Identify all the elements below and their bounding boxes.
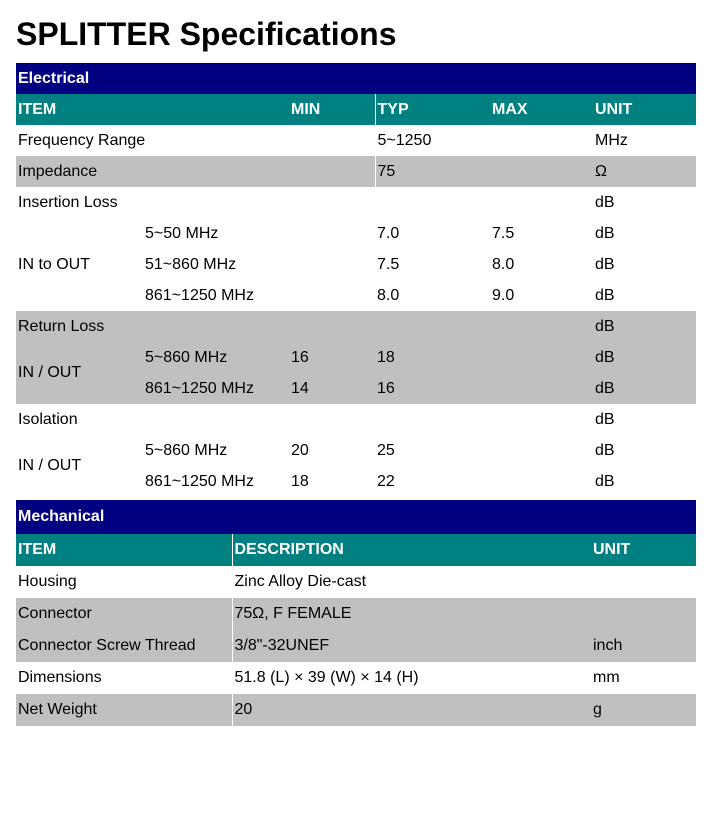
table-row	[16, 566, 696, 598]
table-row	[16, 662, 696, 694]
unit-cell: dB	[595, 224, 615, 242]
item-cell: Connector Screw Thread	[16, 630, 232, 662]
table-row	[16, 311, 696, 342]
item-cell: Isolation	[18, 410, 78, 428]
table-row	[16, 435, 696, 466]
header-unit: UNIT	[593, 94, 696, 125]
header-typ: TYP	[375, 94, 490, 125]
typ-cell: 16	[375, 373, 490, 404]
typ-cell: 7.5	[377, 255, 400, 273]
description-cell: 51.8 (L) × 39 (W) × 14 (H)	[232, 662, 591, 694]
unit-cell: dB	[593, 311, 696, 342]
unit-cell: dB	[595, 441, 615, 459]
group-label: IN / OUT	[16, 342, 145, 404]
item-cell: Dimensions	[18, 669, 102, 686]
range-cell: 5~860 MHz	[145, 342, 289, 373]
min-cell: 18	[291, 472, 309, 490]
range-cell: 861~1250 MHz	[145, 373, 289, 404]
range-cell: 5~860 MHz	[145, 441, 228, 459]
min-cell: 20	[291, 441, 309, 459]
page-title: SPLITTER Specifications	[16, 16, 397, 52]
max-cell: 9.0	[492, 286, 515, 304]
table-row	[16, 630, 696, 662]
range-cell: 861~1250 MHz	[145, 286, 254, 304]
table-row	[16, 598, 696, 630]
typ-cell: 25	[377, 441, 395, 459]
table-row	[16, 342, 696, 373]
electrical-table	[16, 63, 696, 497]
range-cell: 861~1250 MHz	[145, 472, 254, 490]
typ-cell: 8.0	[377, 286, 400, 304]
max-cell	[490, 342, 593, 373]
item-cell: Insertion Loss	[18, 193, 118, 211]
item-cell: Impedance	[16, 156, 375, 187]
max-cell	[490, 435, 593, 466]
typ-cell: 22	[377, 472, 395, 490]
range-cell: 5~50 MHz	[145, 224, 219, 242]
item-cell: Return Loss	[16, 311, 593, 342]
unit-cell: dB	[595, 472, 615, 490]
unit-cell: dB	[595, 410, 615, 428]
group-label: IN to OUT	[18, 255, 91, 273]
table-row	[16, 404, 696, 435]
header-item: ITEM	[16, 534, 232, 566]
table-row	[16, 125, 696, 156]
header-max: MAX	[490, 94, 593, 125]
range-cell: 51~860 MHz	[145, 255, 237, 273]
item-cell: Net Weight	[16, 694, 232, 726]
section-label: Electrical	[16, 63, 696, 94]
unit-cell: dB	[595, 255, 615, 273]
item-cell: Connector	[16, 598, 232, 630]
electrical-header-row	[16, 94, 696, 125]
unit-cell: dB	[595, 193, 615, 211]
section-label: Mechanical	[16, 500, 696, 534]
unit-cell: g	[591, 694, 696, 726]
table-row	[16, 156, 696, 187]
min-cell	[289, 280, 375, 311]
group-label: IN / OUT	[18, 457, 82, 474]
header-unit: UNIT	[591, 534, 696, 566]
header-min: MIN	[289, 94, 375, 125]
mechanical-section-row	[16, 500, 696, 534]
min-cell: 14	[289, 373, 375, 404]
unit-cell: dB	[595, 286, 615, 304]
min-cell	[289, 218, 375, 249]
unit-cell	[591, 566, 696, 598]
unit-cell: dB	[593, 373, 696, 404]
max-cell	[490, 373, 593, 404]
max-cell: 8.0	[492, 255, 515, 273]
unit-cell	[591, 598, 696, 630]
table-row	[16, 187, 696, 218]
min-cell	[289, 249, 375, 280]
electrical-section-row	[16, 63, 696, 94]
typ-cell: 18	[375, 342, 490, 373]
header-item: ITEM	[16, 94, 289, 125]
description-cell: 3/8"-32UNEF	[232, 630, 591, 662]
unit-cell: mm	[593, 669, 620, 686]
typ-cell: 5~1250	[375, 125, 490, 156]
unit-cell: inch	[591, 630, 696, 662]
unit-cell: MHz	[595, 131, 628, 149]
item-cell: Housing	[18, 573, 77, 590]
max-cell	[490, 466, 593, 497]
min-cell: 16	[289, 342, 375, 373]
typ-cell: 75	[375, 156, 490, 187]
description-cell: Zinc Alloy Die-cast	[232, 566, 591, 598]
typ-cell: 7.0	[377, 224, 400, 242]
description-cell: 20	[232, 694, 591, 726]
description-cell: 75Ω, F FEMALE	[232, 598, 591, 630]
max-cell: 7.5	[492, 224, 515, 242]
header-description: DESCRIPTION	[232, 534, 591, 566]
unit-cell: dB	[593, 342, 696, 373]
table-row	[16, 218, 696, 249]
mechanical-table	[16, 500, 696, 726]
mechanical-header-row	[16, 534, 696, 566]
table-row	[16, 694, 696, 726]
unit-cell: Ω	[593, 156, 696, 187]
item-cell: Frequency Range	[18, 131, 146, 149]
